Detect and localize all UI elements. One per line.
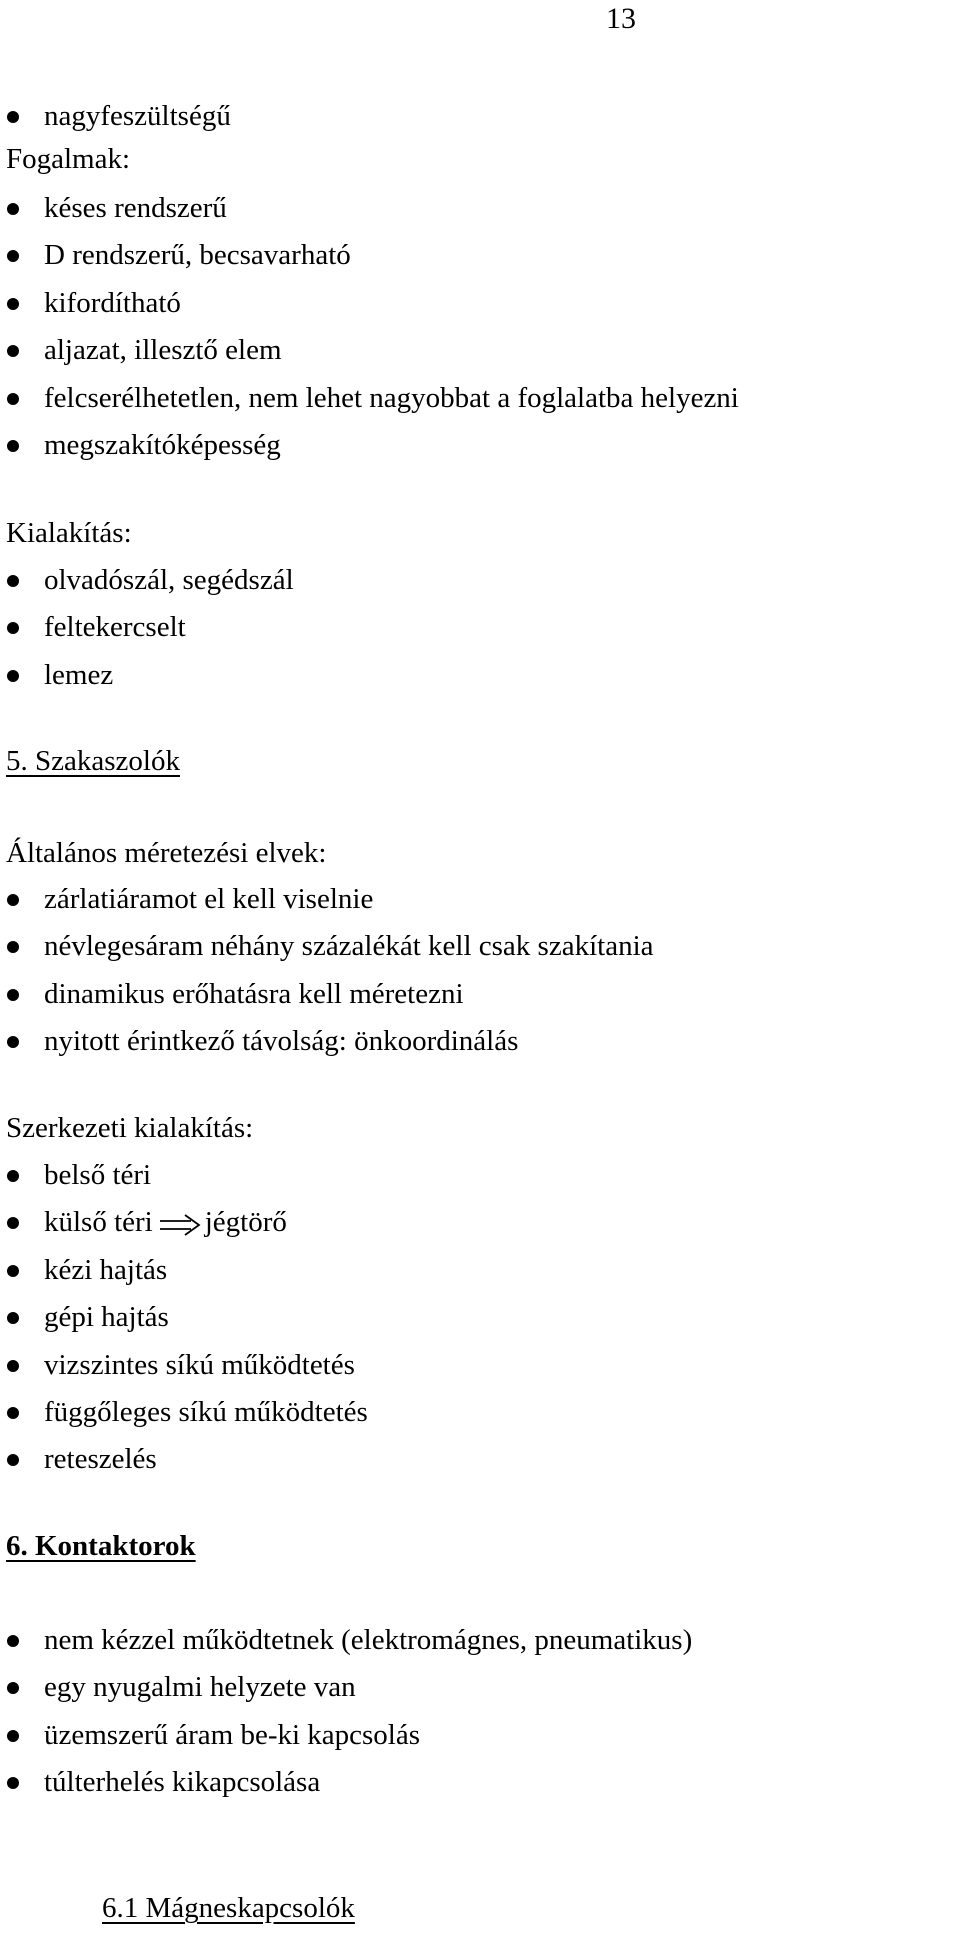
bullet-dot-icon bbox=[7, 1407, 19, 1419]
bullet-dot-icon bbox=[7, 1360, 19, 1372]
bullet-dot-icon bbox=[7, 1312, 19, 1324]
bullet-dot-icon bbox=[7, 575, 19, 587]
bullet-dot-icon bbox=[7, 203, 19, 215]
intro-list bbox=[0, 99, 960, 146]
list-item bbox=[0, 99, 960, 146]
intro-list-block bbox=[0, 99, 960, 146]
list-item-text: kézi hajtás bbox=[44, 1253, 168, 1286]
list-item-text: dinamikus erőhatásra kell méretezni bbox=[44, 977, 464, 1010]
list-item bbox=[0, 1623, 960, 1670]
list-item-text: felcserélhetetlen, nem lehet nagyobbat a foglalatba helyezni bbox=[44, 381, 739, 414]
bullet-dot-icon bbox=[7, 1217, 19, 1229]
list-item bbox=[0, 1253, 960, 1300]
list-item bbox=[0, 191, 960, 238]
section-6-heading: 6. Kontaktorok bbox=[6, 1530, 196, 1562]
szerkezeti-list bbox=[0, 1158, 960, 1490]
list-item bbox=[0, 286, 960, 333]
list-item-text: lemez bbox=[44, 658, 114, 691]
list-item-text: nyitott érintkező távolság: önkoordinálás bbox=[44, 1025, 519, 1058]
kontaktorok-block bbox=[0, 1623, 960, 1813]
bullet-dot-icon bbox=[7, 1730, 19, 1742]
list-item bbox=[0, 882, 960, 929]
list-item-text: késes rendszerű bbox=[44, 192, 227, 224]
list-item bbox=[0, 1395, 960, 1442]
bullet-dot-icon bbox=[7, 622, 19, 634]
list-item-text: függőleges síkú működtetés bbox=[44, 1395, 368, 1428]
altalanos-list bbox=[0, 882, 960, 1072]
list-item-text: külső téri bbox=[44, 1206, 153, 1239]
fogalmak-label: Fogalmak: bbox=[6, 143, 131, 175]
list-item bbox=[0, 1348, 960, 1395]
list-item bbox=[0, 658, 960, 705]
bullet-dot-icon bbox=[7, 989, 19, 1001]
list-item bbox=[0, 381, 960, 428]
list-item bbox=[0, 929, 960, 976]
list-item-text: nem kézzel működtetnek (elektromágnes, pneumatikus) bbox=[44, 1624, 693, 1656]
list-item-text: kifordítható bbox=[44, 286, 181, 319]
bullet-dot-icon bbox=[7, 894, 19, 906]
list-item-text: aljazat, illesztő elem bbox=[44, 334, 282, 367]
list-item bbox=[0, 1024, 960, 1071]
szerkezeti-label: Szerkezeti kialakítás: bbox=[6, 1112, 254, 1144]
bullet-dot-icon bbox=[7, 250, 19, 262]
fogalmak-list bbox=[0, 191, 960, 475]
list-item bbox=[0, 1442, 960, 1489]
list-item bbox=[0, 1670, 960, 1717]
list-item-text: D rendszerű, becsavarható bbox=[44, 239, 351, 272]
bullet-dot-icon bbox=[7, 345, 19, 357]
list-item-text: feltekercselt bbox=[44, 611, 186, 644]
list-item bbox=[0, 428, 960, 475]
list-item bbox=[0, 1765, 960, 1812]
section-5-heading: 5. Szakaszolók bbox=[6, 745, 180, 777]
list-item-text: reteszelés bbox=[44, 1443, 157, 1476]
list-item-text: egy nyugalmi helyzete van bbox=[44, 1671, 356, 1704]
list-item-text: nagyfeszültségű bbox=[44, 100, 231, 132]
list-item bbox=[0, 1300, 960, 1347]
altalanos-label: Általános méretezési elvek: bbox=[6, 837, 327, 869]
bullet-dot-icon bbox=[7, 393, 19, 405]
bullet-dot-icon bbox=[7, 440, 19, 452]
list-item-text: üzemszerű áram be-ki kapcsolás bbox=[44, 1718, 421, 1751]
bullet-dot-icon bbox=[7, 670, 19, 682]
bullet-dot-icon bbox=[7, 111, 19, 123]
list-item-text: megszakítóképesség bbox=[44, 428, 281, 461]
bullet-dot-icon bbox=[7, 1170, 19, 1182]
list-item bbox=[0, 610, 960, 657]
list-item bbox=[0, 1718, 960, 1765]
kialakitas-list bbox=[0, 563, 960, 705]
bullet-dot-icon bbox=[7, 1682, 19, 1694]
list-item-text: belső téri bbox=[44, 1159, 152, 1191]
list-item-text: gépi hajtás bbox=[44, 1301, 169, 1334]
list-item bbox=[0, 1158, 960, 1205]
list-item bbox=[0, 977, 960, 1024]
szerkezeti-block bbox=[0, 1158, 960, 1490]
bullet-dot-icon bbox=[7, 1635, 19, 1647]
list-item-text: túlterhelés kikapcsolása bbox=[44, 1766, 321, 1799]
list-item bbox=[0, 563, 960, 610]
page-number: 13 bbox=[606, 2, 636, 35]
list-item-text: névlegesáram néhány százalékát kell csak szakítania bbox=[44, 930, 654, 963]
altalanos-block bbox=[0, 882, 960, 1072]
double-arrow-right-icon bbox=[159, 1214, 201, 1236]
kontaktorok-list bbox=[0, 1623, 960, 1813]
bullet-dot-icon bbox=[7, 1265, 19, 1277]
list-item bbox=[0, 333, 960, 380]
bullet-dot-icon bbox=[7, 298, 19, 310]
list-item-text: vizszintes síkú működtetés bbox=[44, 1348, 355, 1381]
bullet-dot-icon bbox=[7, 1777, 19, 1789]
list-item-text: jégtörő bbox=[204, 1206, 287, 1239]
bullet-dot-icon bbox=[7, 941, 19, 953]
bullet-dot-icon bbox=[7, 1036, 19, 1048]
list-item bbox=[0, 238, 960, 285]
subsection-6-1-heading: 6.1 Mágneskapcsolók bbox=[102, 1892, 355, 1924]
list-item-text: olvadószál, segédszál bbox=[44, 564, 294, 596]
list-item bbox=[0, 1205, 960, 1252]
list-item-text: zárlatiáramot el kell viselnie bbox=[44, 883, 374, 915]
kialakitas-block bbox=[0, 563, 960, 705]
bullet-dot-icon bbox=[7, 1454, 19, 1466]
kialakitas-label: Kialakítás: bbox=[6, 517, 132, 549]
fogalmak-block bbox=[0, 191, 960, 475]
